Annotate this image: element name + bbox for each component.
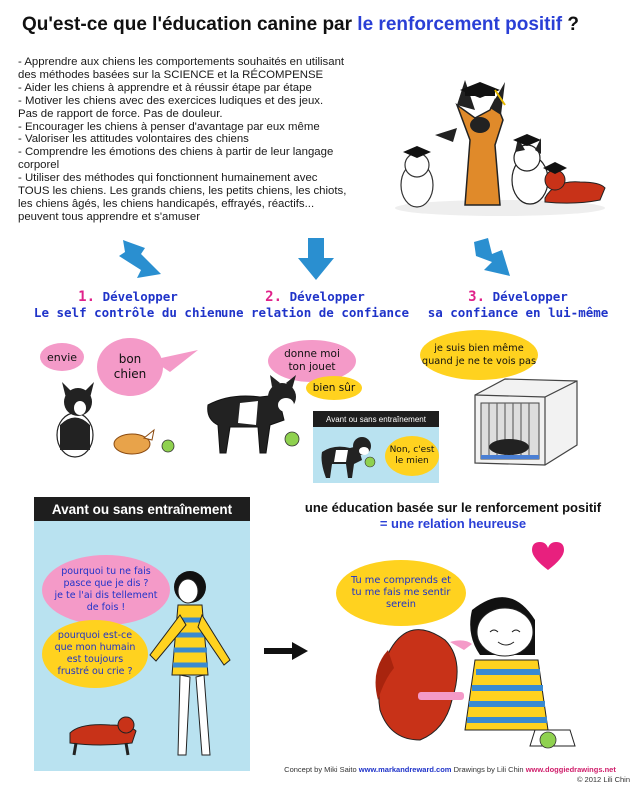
arrow-down-icon [296,236,336,282]
title-highlight: le renforcement positif [357,14,563,35]
list-item: peuvent tous apprendre et s'amuser [18,210,201,223]
speech-bubble-bien-sur: bien sûr [306,376,362,400]
list-item: Pas de rapport de force. Pas de douleur. [18,107,223,120]
step-title: Développer [102,289,178,304]
sitting-dog-with-food-illustration [40,380,190,460]
page-title [22,14,579,36]
step-trust [215,289,415,321]
happy-relationship-heading [278,500,628,532]
list-item: les chiens âgés, les chiens handicapés, effrayés, réactifs... [18,197,315,210]
step-self-control [28,289,228,321]
list-item: - Motiver les chiens avec des exercices ludiques et des jeux. [18,94,324,107]
arrow-down-icon [470,236,514,280]
step-self-confidence [418,289,618,321]
graduate-dogs-illustration [395,70,610,220]
list-item: corporel [18,159,60,172]
credit-copyright: © 2012 Lili Chin [576,775,630,784]
dog-crate-illustration [465,375,583,470]
step-subtitle: sa confiance en lui-même [427,305,609,320]
step-number: 3. [468,289,486,305]
credit-concept: Concept by Miki Saito [284,765,357,774]
speech-bubble-bon-chien: bon chien [97,338,163,396]
happy-highlight: = une relation heureuse [379,516,527,531]
list-item: TOUS les chiens. Les grands chiens, les petits chiens, les chiots, [18,185,347,198]
speech-bubble-je-suis-bien: je suis bien même quand je ne te vois pas [420,330,538,380]
step-number: 2. [265,289,283,305]
step-subtitle: une relation de confiance [220,305,410,320]
before-panel-label: Avant ou sans entraînement [34,497,250,521]
speech-bubble-tu-me-comprends: Tu me comprends et tu me fais me sentir serein [336,560,466,626]
mini-panel-label: Avant ou sans entraînement [313,411,439,427]
list-item: - Valoriser les attitudes volontaires des chiens [18,133,249,146]
arrow-down-icon [115,238,165,280]
list-item: - Aider les chiens à apprendre et à réussir étape par étape [18,81,312,94]
step-title: Développer [492,289,568,304]
speech-bubble-pourquoi-humain: pourquoi est-ce que mon humain est toujours frustré ou crie ? [42,620,148,688]
list-item: - Encourager les chiens à penser d'avantage par eux même [18,120,320,133]
step-number: 1. [78,289,96,305]
list-item: des méthodes basées sur la SCIENCE et la RÉCOMPENSE [18,68,324,81]
speech-bubble-donne-moi: donne moi ton jouet [268,340,356,382]
credit-drawings-site: www.doggiedrawings.net [525,765,616,774]
benefits-list [18,56,398,224]
list-item: - Apprendre aux chiens les comportements souhaités en utilisant [18,56,345,68]
list-item: - Utiliser des méthodes qui fonctionnent humainement avec [18,172,318,185]
speech-bubble-non-cest: Non, c'est le mien [385,436,439,476]
standing-dog-with-ball-illustration [200,375,310,460]
happy-line: une éducation basée sur le renforcement positif [304,500,602,515]
credits [270,765,630,785]
credit-drawings: Drawings by Lili Chin [453,765,524,774]
list-item: - Comprendre les émotions des chiens à partir de leur langage [18,146,334,159]
step-title: Développer [289,289,365,304]
happy-person-hugging-dog-illustration [360,580,620,755]
arrow-right-icon [262,640,310,662]
speech-bubble-pourquoi-fais: pourquoi tu ne fais pasce que je dis ? je te l'ai dis tellement de fois ! [42,555,170,625]
heart-icon [530,540,566,572]
mini-dog-with-ball-illustration [318,432,378,480]
step-subtitle: Le self contrôle du chien [33,305,223,320]
speech-bubble-envie: envie [40,343,84,371]
title-prefix: Qu'est-ce que l'éducation canine par [22,14,353,35]
frustrated-person-and-dog-illustration [40,565,250,770]
title-suffix: ? [567,14,580,35]
credit-concept-site: www.markandreward.com [358,765,452,774]
